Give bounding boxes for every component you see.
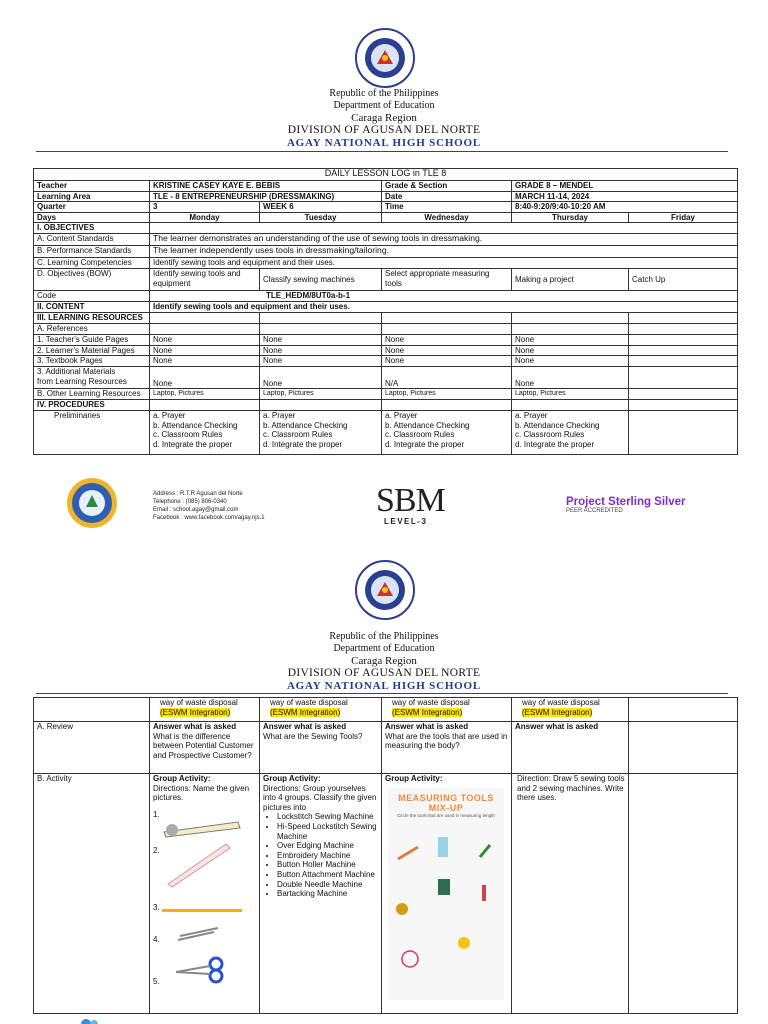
add-wed: N/A bbox=[382, 367, 512, 389]
prelim-item: c. Classroom Rules bbox=[385, 430, 455, 440]
activity-directions: Directions: Group yourselves into 4 groups. Classify the given pictures into bbox=[263, 783, 377, 812]
resources-heading: III. LEARNING RESOURCES bbox=[34, 312, 150, 323]
content-value: Identify sewing tools and equipment and their uses. bbox=[150, 301, 738, 312]
tg-thu: None bbox=[512, 334, 629, 345]
grade-label: Grade & Section bbox=[382, 181, 512, 192]
bow-thursday: Making a project bbox=[512, 268, 629, 290]
worksheet-subtitle: Circle the tools that are used in measuring length bbox=[397, 813, 495, 819]
waste-thu bbox=[512, 698, 629, 722]
machine-item: • Double Needle Machine bbox=[277, 880, 378, 890]
prelim-item: b. Attendance Checking bbox=[263, 420, 348, 430]
additional-label-line1: 3. Additional Materials bbox=[37, 367, 116, 377]
sterling-logo bbox=[566, 496, 686, 514]
tb-tue: None bbox=[260, 356, 382, 367]
activity-tue bbox=[260, 774, 382, 1014]
prelim-item: b. Attendance Checking bbox=[153, 420, 238, 430]
activity-directions: Direction: Draw 5 sewing tools and 2 sewing machines. Write there uses. bbox=[517, 774, 625, 803]
bow-wednesday: Select appropriate measuring tools bbox=[382, 268, 512, 290]
waste-text: way of waste disposal bbox=[160, 698, 238, 707]
footer-logo-icon bbox=[74, 1014, 104, 1024]
machine-item: • Embroidery Machine bbox=[277, 851, 378, 861]
eswm-badge: (ESWM Integration) bbox=[270, 707, 341, 717]
school-logo-icon bbox=[58, 477, 126, 529]
sterling-sub: PEER ACCREDITED bbox=[566, 508, 623, 514]
prelim-item: c. Classroom Rules bbox=[515, 430, 585, 440]
prelim-item: a. Prayer bbox=[515, 411, 548, 421]
machine-item: • Over Edging Machine bbox=[277, 841, 378, 851]
item-number: 5. bbox=[153, 977, 160, 986]
waste-text: way of waste disposal bbox=[270, 698, 348, 707]
bow-tuesday: Classify sewing machines bbox=[260, 268, 382, 290]
group-heading: Group Activity: bbox=[153, 774, 211, 783]
prelim-label: Preliminaries bbox=[34, 411, 150, 455]
day-monday: Monday bbox=[150, 212, 260, 223]
review-wed bbox=[382, 722, 512, 774]
activity-directions: Directions: Name the given pictures. bbox=[153, 783, 250, 803]
department-line: Department of Education bbox=[333, 100, 435, 111]
other-wed: Laptop, Pictures bbox=[382, 389, 512, 400]
machine-item: • Lockstitch Sewing Machine bbox=[277, 812, 378, 822]
procedures-heading: IV. PROCEDURES bbox=[34, 400, 150, 411]
address-line: Address : R.T.R Agusan del Norte bbox=[153, 491, 243, 497]
code-label: Code bbox=[34, 290, 150, 301]
references-label: A. References bbox=[34, 323, 150, 334]
content-heading: II. CONTENT bbox=[34, 301, 150, 312]
additional-label bbox=[34, 367, 150, 389]
prelim-item: a. Prayer bbox=[385, 411, 418, 421]
prelim-item: b. Attendance Checking bbox=[515, 420, 600, 430]
week-value: WEEK 6 bbox=[260, 202, 382, 213]
tg-label: 1. Teacher's Guide Pages bbox=[34, 334, 150, 345]
prelim-item: b. Attendance Checking bbox=[385, 420, 470, 430]
machine-item: • Button Holler Machine bbox=[277, 860, 378, 870]
header-rule bbox=[36, 151, 728, 152]
yellow-strip-icon bbox=[162, 909, 242, 912]
republic-line: Republic of the Philippines bbox=[329, 88, 439, 99]
pins-icon bbox=[174, 926, 224, 944]
tb-wed: None bbox=[382, 356, 512, 367]
division-line: DIVISION OF AGUSAN DEL NORTE bbox=[287, 124, 481, 136]
deped-seal-icon bbox=[355, 560, 415, 620]
teacher-label: Teacher bbox=[34, 181, 150, 192]
area-value: TLE - 8 ENTREPRENEURSHIP (DRESSMAKING) bbox=[150, 191, 382, 202]
telephone-line: Telephone : (085) 806-0340 bbox=[153, 499, 227, 505]
eswm-badge: (ESWM Integration) bbox=[392, 707, 463, 717]
worksheet-title: MEASURING TOOLS MIX-UP bbox=[398, 793, 494, 813]
add-mon: None bbox=[150, 367, 260, 389]
ruler-icon bbox=[160, 840, 235, 888]
comp-label: C. Learning Competencies bbox=[34, 257, 150, 268]
teacher-value: KRISTINE CASEY KAYE E. BEBIS bbox=[150, 181, 382, 192]
day-wednesday: Wednesday bbox=[382, 212, 512, 223]
review-thu bbox=[512, 722, 629, 774]
date-label: Date bbox=[382, 191, 512, 202]
tb-label: 3. Textbook Pages bbox=[34, 356, 150, 367]
division-line: DIVISION OF AGUSAN DEL NORTE bbox=[287, 667, 481, 679]
prelim-thu bbox=[512, 411, 629, 455]
activity-thu bbox=[512, 774, 629, 1014]
prelim-item: d. Integrate the proper bbox=[263, 439, 343, 449]
eswm-badge: (ESWM Integration) bbox=[160, 707, 231, 717]
prelim-item: d. Integrate the proper bbox=[515, 439, 595, 449]
region-line: Caraga Region bbox=[351, 112, 417, 124]
sterling-text: Project Sterling Silver bbox=[566, 496, 686, 508]
prelim-item: c. Classroom Rules bbox=[263, 430, 333, 440]
review-tue bbox=[260, 722, 382, 774]
scissors-icon bbox=[172, 954, 232, 984]
answer-heading: Answer what is asked bbox=[515, 722, 599, 731]
sbm-level: LEVEL-3 bbox=[384, 517, 428, 526]
activity-wed bbox=[382, 774, 512, 1014]
area-label: Learning Area bbox=[34, 191, 150, 202]
add-thu: None bbox=[512, 367, 629, 389]
quarter-label: Quarter bbox=[34, 202, 150, 213]
lm-label: 2. Learner's Material Pages bbox=[34, 345, 150, 356]
day-friday: Friday bbox=[629, 212, 738, 223]
waste-text: way of waste disposal bbox=[392, 698, 470, 707]
prelim-item: a. Prayer bbox=[263, 411, 296, 421]
other-label: B. Other Learning Resources bbox=[34, 389, 150, 400]
measuring-worksheet bbox=[388, 788, 504, 1000]
time-label: Time bbox=[382, 202, 512, 213]
machine-list bbox=[263, 812, 378, 898]
eswm-badge: (ESWM Integration) bbox=[522, 707, 593, 717]
tape-measure-icon bbox=[160, 818, 245, 838]
additional-label-line2: from Learning Resources bbox=[37, 376, 127, 386]
prelim-mon bbox=[150, 411, 260, 455]
school-line: AGAY NATIONAL HIGH SCHOOL bbox=[286, 137, 482, 149]
item-number: 2. bbox=[153, 846, 160, 855]
code-value: TLE_HEDM/8UT0a-b-1 bbox=[150, 290, 738, 301]
comp-value: Identify sewing tools and equipment and their uses. bbox=[150, 257, 738, 268]
answer-heading: Answer what is asked bbox=[153, 722, 237, 731]
lm-mon: None bbox=[150, 345, 260, 356]
activity-mon bbox=[150, 774, 260, 1014]
date-value: MARCH 11-14, 2024 bbox=[512, 191, 738, 202]
bow-friday: Catch Up bbox=[629, 268, 738, 290]
lm-thu: None bbox=[512, 345, 629, 356]
prelim-item: c. Classroom Rules bbox=[153, 430, 223, 440]
day-tuesday: Tuesday bbox=[260, 212, 382, 223]
review-question: What is the difference between Potential Customer and Prospective Customer? bbox=[153, 731, 254, 760]
prelim-item: d. Integrate the proper bbox=[153, 439, 233, 449]
procedures-table bbox=[33, 697, 738, 1014]
header-rule bbox=[36, 693, 728, 694]
review-label: A. Review bbox=[34, 722, 150, 774]
perf-std-label: B. Performance Standards bbox=[34, 245, 150, 257]
tg-tue: None bbox=[260, 334, 382, 345]
other-tue: Laptop, Pictures bbox=[260, 389, 382, 400]
other-thu: Laptop, Pictures bbox=[512, 389, 629, 400]
lesson-log-table bbox=[33, 168, 738, 455]
school-contact bbox=[153, 490, 265, 522]
review-question: What are the tools that are used in measuring the body? bbox=[385, 731, 508, 751]
machine-item: • Hi-Speed Lockstitch Sewing Machine bbox=[277, 822, 378, 841]
tb-thu: None bbox=[512, 356, 629, 367]
waste-mon bbox=[150, 698, 260, 722]
quarter-value: 3 bbox=[150, 202, 260, 213]
bow-monday: Identify sewing tools and equipment bbox=[150, 268, 260, 290]
prelim-item: d. Integrate the proper bbox=[385, 439, 465, 449]
waste-text: way of waste disposal bbox=[522, 698, 600, 707]
review-mon bbox=[150, 722, 260, 774]
prelim-wed bbox=[382, 411, 512, 455]
waste-wed bbox=[382, 698, 512, 722]
group-heading: Group Activity: bbox=[385, 774, 443, 783]
lm-tue: None bbox=[260, 345, 382, 356]
group-heading: Group Activity: bbox=[263, 774, 321, 783]
add-tue: None bbox=[260, 367, 382, 389]
tb-mon: None bbox=[150, 356, 260, 367]
review-question: What are the Sewing Tools? bbox=[263, 731, 363, 741]
sbm-text: SBM bbox=[376, 482, 445, 519]
log-title: DAILY LESSON LOG in TLE 8 bbox=[34, 169, 738, 181]
answer-heading: Answer what is asked bbox=[263, 722, 347, 731]
item-number: 4. bbox=[153, 935, 160, 944]
deped-seal-icon bbox=[355, 28, 415, 88]
tg-wed: None bbox=[382, 334, 512, 345]
item-number: 3. bbox=[153, 903, 160, 912]
answer-heading: Answer what is asked bbox=[385, 722, 469, 731]
letterhead-page2 bbox=[0, 631, 768, 693]
days-label: Days bbox=[34, 212, 150, 223]
bow-label: D. Objectives (BOW) bbox=[34, 268, 150, 290]
other-mon: Laptop, Pictures bbox=[150, 389, 260, 400]
tg-mon: None bbox=[150, 334, 260, 345]
prelim-tue bbox=[260, 411, 382, 455]
machine-item: • Button Attachment Machine bbox=[277, 870, 378, 880]
perf-std-value: The learner independently uses tools in dressmaking/tailoring. bbox=[150, 245, 738, 257]
item-number: 1. bbox=[153, 810, 160, 819]
activity-label: B. Activity bbox=[34, 774, 150, 1014]
measuring-tools-icon bbox=[388, 819, 504, 999]
department-line: Department of Education bbox=[333, 643, 435, 654]
letterhead bbox=[0, 88, 768, 150]
prelim-item: a. Prayer bbox=[153, 411, 186, 421]
facebook-line: Facebook : www.facebook.com/agay.njs.1 bbox=[153, 515, 265, 521]
machine-item: • Bartacking Machine bbox=[277, 889, 378, 899]
lm-wed: None bbox=[382, 345, 512, 356]
sbm-logo bbox=[376, 482, 445, 526]
region-line: Caraga Region bbox=[351, 655, 417, 667]
school-line: AGAY NATIONAL HIGH SCHOOL bbox=[286, 680, 482, 692]
waste-tue bbox=[260, 698, 382, 722]
email-line: Email : school.agay@gmail.com bbox=[153, 507, 239, 513]
day-thursday: Thursday bbox=[512, 212, 629, 223]
content-std-value: The learner demonstrates an understanding of the use of sewing tools in dressmaking. bbox=[150, 233, 738, 245]
time-value: 8:40-9:20/9:40-10:20 AM bbox=[512, 202, 738, 213]
republic-line: Republic of the Philippines bbox=[329, 631, 439, 642]
objectives-heading: I. OBJECTIVES bbox=[34, 223, 150, 234]
grade-value: GRADE 8 – MENDEL bbox=[512, 181, 738, 192]
content-std-label: A. Content Standards bbox=[34, 233, 150, 245]
